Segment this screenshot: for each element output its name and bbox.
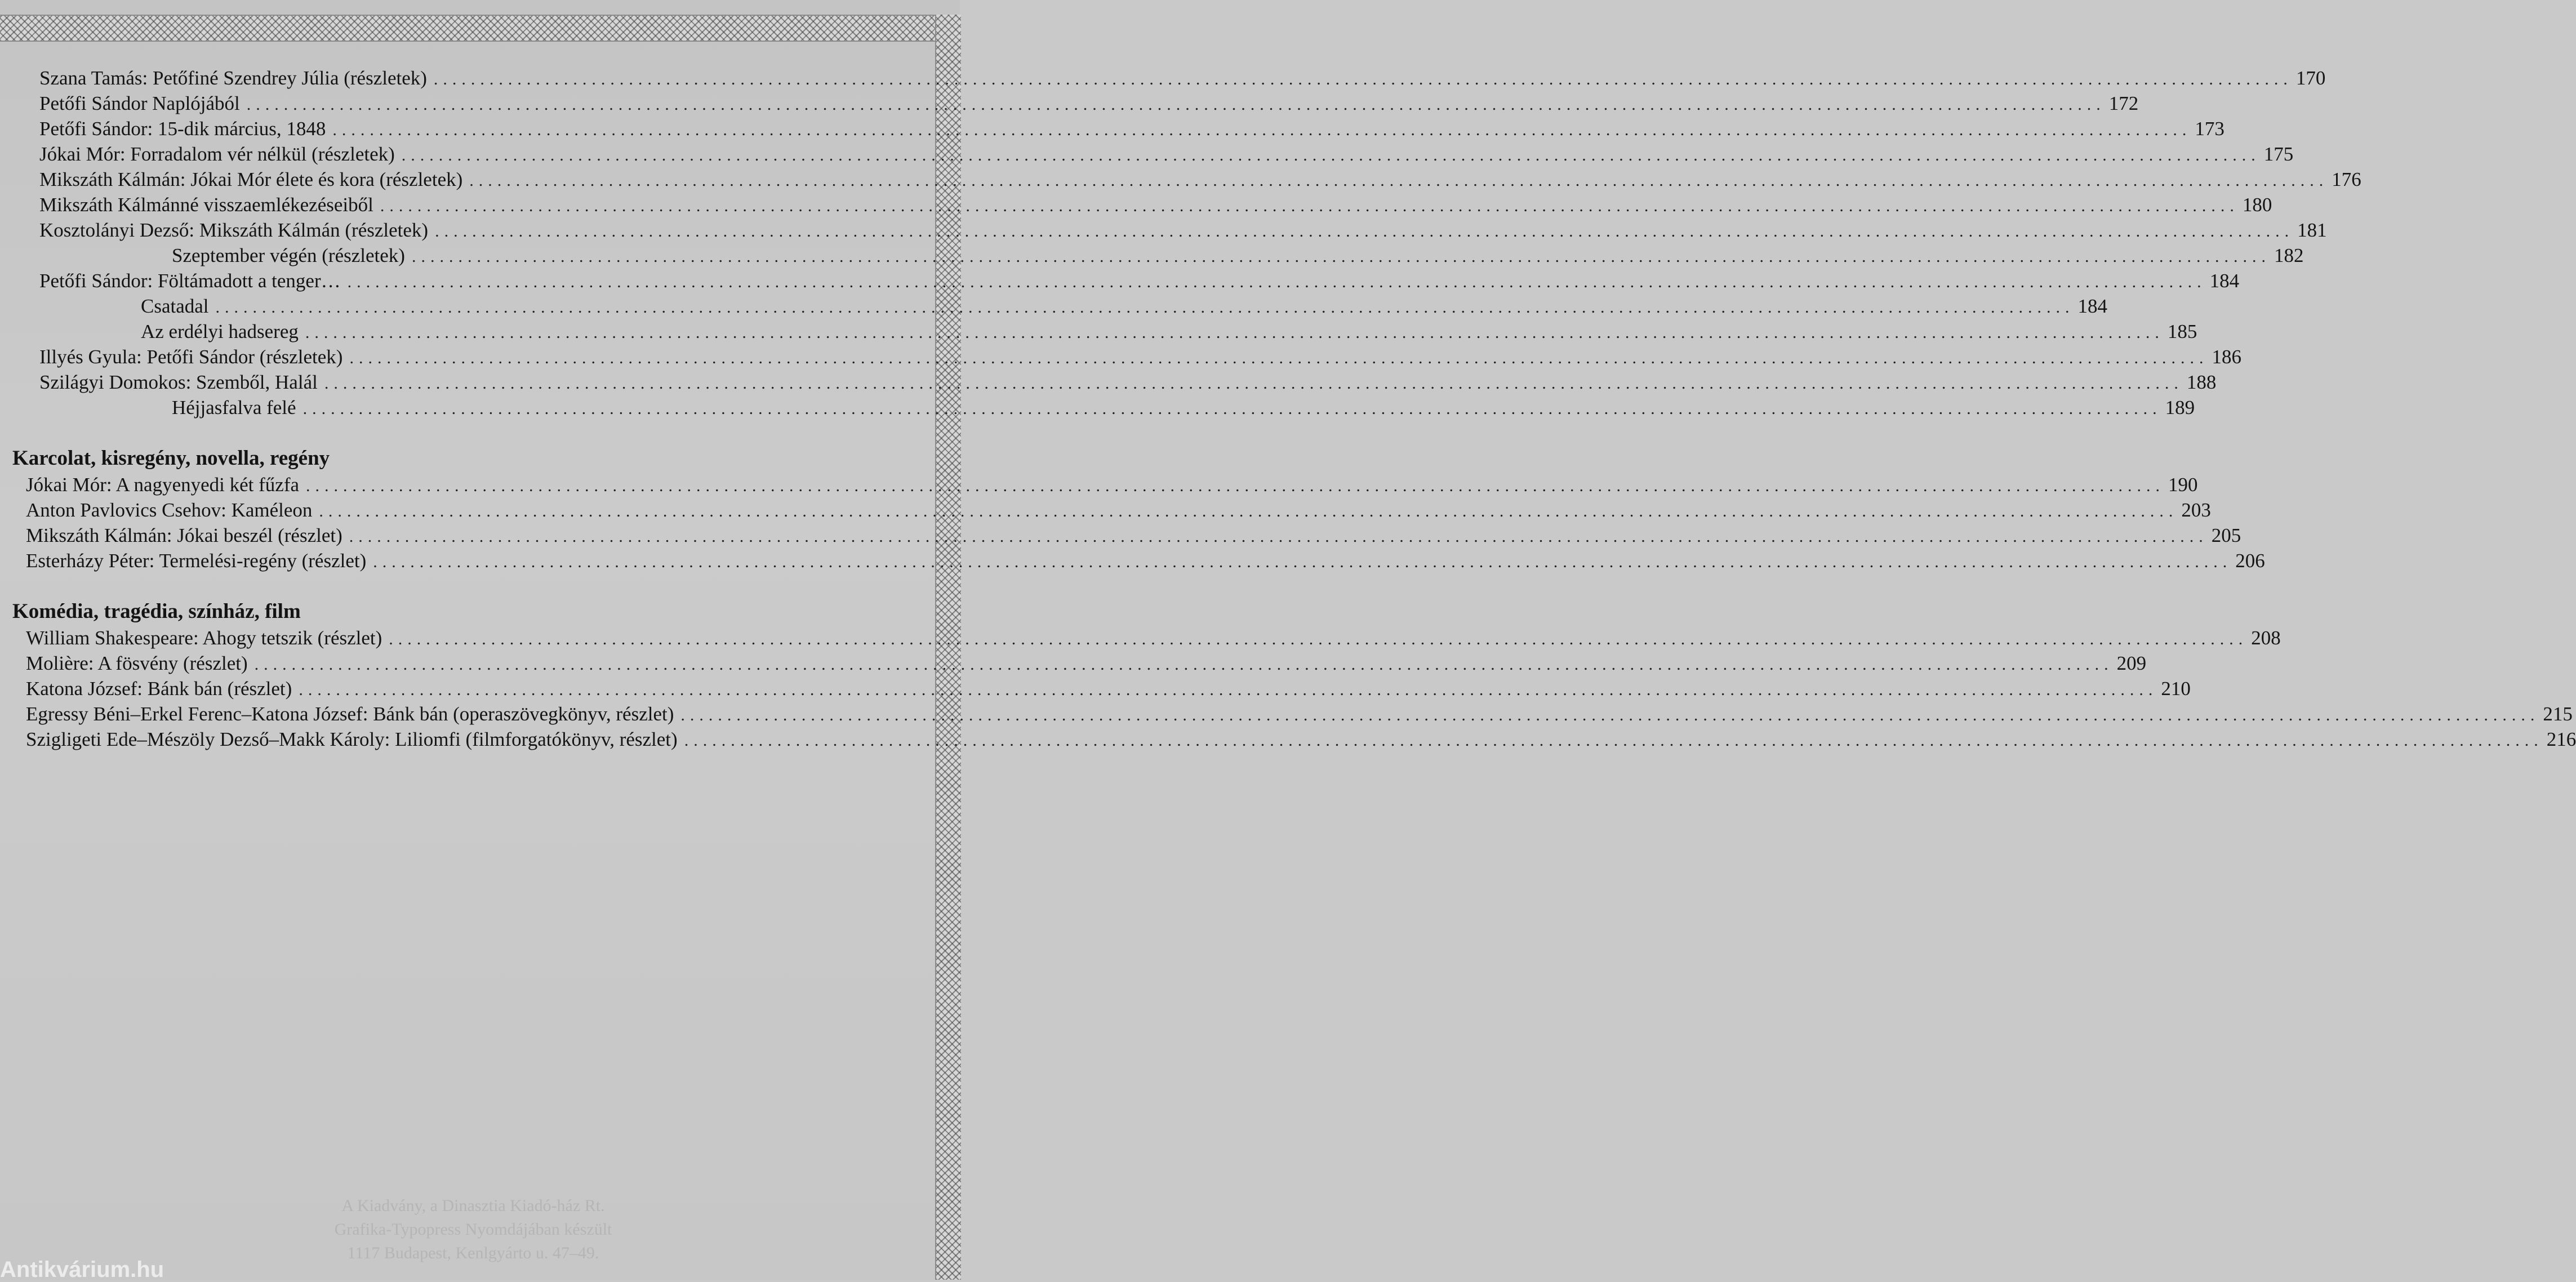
dot-leader: ........................................................................................................................................................................................................ xyxy=(215,298,2075,317)
toc-entry xyxy=(12,293,2108,319)
toc-entry xyxy=(12,727,2576,752)
colophon-line: 1117 Budapest, Kenlgyárto u. 47–49. xyxy=(347,1244,599,1262)
toc-entry-page: 170 xyxy=(2295,67,2326,89)
toc-entry xyxy=(12,344,2241,370)
toc-entry-title: Szeptember végén (részletek) xyxy=(172,244,405,266)
toc-entry-title: Csatadal xyxy=(141,295,209,317)
toc-entry xyxy=(12,91,2139,116)
toc-entry-title: Szilágyi Domokos: Szemből, Halál xyxy=(39,371,318,393)
toc-entry xyxy=(12,651,2147,676)
dot-leader: ........................................................................................................................................................................................................ xyxy=(349,349,2209,367)
dot-leader: ........................................................................................................................................................................................................ xyxy=(254,655,2114,674)
toc-entry-page: 172 xyxy=(2108,92,2139,114)
dot-leader: ........................................................................................................................................................................................................ xyxy=(324,374,2183,393)
dot-leader: ........................................................................................................................................................................................................ xyxy=(302,399,2162,418)
ornamental-border-top xyxy=(0,15,960,42)
colophon-line: A Kiadvány, a Dinasztia Kiadó-ház Rt. xyxy=(341,1196,605,1215)
dot-leader: ........................................................................................................................................................................................................ xyxy=(380,197,2239,215)
dot-leader: ........................................................................................................................................................................................................ xyxy=(389,630,2248,648)
toc-entry xyxy=(12,116,2224,141)
table-of-contents xyxy=(12,65,2576,752)
toc-entry-title: Jókai Mór: Forradalom vér nélkül (részletek) xyxy=(39,143,395,165)
toc-entry-title: Egressy Béni–Erkel Ferenc–Katona József: Bánk bán (operaszövegkönyv, részlet) xyxy=(26,703,674,725)
toc-list-prose xyxy=(12,472,2265,573)
toc-entry-page: 176 xyxy=(2332,168,2361,190)
toc-entry xyxy=(12,268,2240,293)
toc-entry-title: Petőfi Sándor: 15-dik március, 1848 xyxy=(39,118,326,140)
colophon xyxy=(282,1194,665,1265)
toc-entry-page: 175 xyxy=(2263,143,2294,165)
toc-entry-title: Szana Tamás: Petőfiné Szendrey Júlia (részletek) xyxy=(39,67,427,89)
dot-leader: ........................................................................................................................................................................................................ xyxy=(433,70,2293,88)
toc-entry-title: Petőfi Sándor: Föltámadott a tenger… xyxy=(39,270,341,292)
toc-entry xyxy=(12,676,2191,701)
watermark: Antikvárium.hu xyxy=(0,1257,164,1282)
toc-entry-page: 206 xyxy=(2235,550,2265,572)
toc-entry xyxy=(12,370,2217,395)
toc-entry-title: Anton Pavlovics Csehov: Kaméleon xyxy=(26,499,313,521)
dot-leader: ........................................................................................................................................................................................................ xyxy=(684,731,2543,750)
toc-entry-page: 186 xyxy=(2212,346,2241,368)
toc-entry-title: Mikszáth Kálmán: Jókai Mór élete és kora (részletek) xyxy=(39,168,463,190)
toc-entry-page: 188 xyxy=(2186,371,2217,393)
dot-leader: ........................................................................................................................................................................................................ xyxy=(319,502,2178,520)
toc-entry xyxy=(12,548,2265,573)
toc-entry-title: Szigligeti Ede–Mészöly Dezső–Makk Károly: Liliomfi (filmforgatókönyv, részlet) xyxy=(26,728,678,750)
toc-entry-page: 184 xyxy=(2077,295,2108,317)
dot-leader: ........................................................................................................................................................................................................ xyxy=(305,323,2164,342)
toc-entry-page: 208 xyxy=(2251,627,2281,649)
toc-entry-title: Molière: A fösvény (részlet) xyxy=(26,652,248,674)
toc-entry-page: 205 xyxy=(2211,524,2241,546)
toc-list-poetry xyxy=(12,65,2361,420)
section-heading-prose: Karcolat, kisregény, novella, regény xyxy=(12,447,330,470)
section-heading-drama: Komédia, tragédia, színház, film xyxy=(12,600,301,623)
toc-list-drama xyxy=(12,625,2576,752)
toc-entry xyxy=(12,395,2195,420)
dot-leader: ........................................................................................................................................................................................................ xyxy=(435,222,2294,241)
toc-entry-page: 185 xyxy=(2167,320,2197,342)
toc-entry xyxy=(12,217,2327,243)
toc-entry-title: Esterházy Péter: Termelési-regény (részlet) xyxy=(26,550,367,572)
toc-entry-page: 190 xyxy=(2168,474,2198,496)
dot-leader: ........................................................................................................................................................................................................ xyxy=(680,706,2540,724)
toc-entry-page: 210 xyxy=(2161,678,2191,700)
toc-entry xyxy=(12,472,2198,497)
toc-entry xyxy=(12,625,2281,651)
dot-leader: ........................................................................................................................................................................................................ xyxy=(373,553,2232,571)
toc-entry-page: 203 xyxy=(2181,499,2211,521)
toc-entry-title: Illyés Gyula: Petőfi Sándor (részletek) xyxy=(39,346,343,368)
toc-entry-page: 189 xyxy=(2165,397,2195,419)
toc-entry-title: Az erdélyi hadsereg xyxy=(141,320,299,342)
toc-entry-page: 173 xyxy=(2195,118,2224,140)
toc-entry-page: 180 xyxy=(2242,194,2272,216)
dot-leader: ........................................................................................................................................................................................................ xyxy=(299,680,2158,699)
toc-entry-title: Jókai Mór: A nagyenyedi két fűzfa xyxy=(26,474,300,496)
toc-entry-title: Mikszáth Kálmánné visszaemlékezéseiből xyxy=(39,194,373,216)
dot-leader: ........................................................................................................................................................................................................ xyxy=(306,477,2165,495)
dot-leader: ........................................................................................................................................................................................................ xyxy=(401,146,2261,164)
toc-entry-title: Petőfi Sándor Naplójából xyxy=(39,92,240,114)
colophon-line: Grafika-Typopress Nyomdájában készült xyxy=(334,1220,612,1239)
toc-entry-title: Katona József: Bánk bán (részlet) xyxy=(26,678,292,700)
toc-entry-title: Mikszáth Kálmán: Jókai beszél (részlet) xyxy=(26,524,342,546)
toc-entry-title: Héjjasfalva felé xyxy=(172,397,296,419)
dot-leader: ........................................................................................................................................................................................................ xyxy=(332,121,2192,139)
toc-entry xyxy=(12,243,2304,268)
toc-entry xyxy=(12,701,2573,727)
toc-entry-page: 182 xyxy=(2274,244,2304,266)
toc-entry-page: 181 xyxy=(2297,219,2327,241)
toc-entry xyxy=(12,65,2326,91)
dot-leader: ........................................................................................................................................................................................................ xyxy=(349,527,2208,546)
toc-entry-page: 216 xyxy=(2546,728,2576,750)
dot-leader: ........................................................................................................................................................................................................ xyxy=(469,171,2329,190)
toc-entry xyxy=(12,319,2197,344)
toc-entry xyxy=(12,141,2294,167)
dot-leader: ........................................................................................................................................................................................................ xyxy=(246,95,2106,114)
toc-entry-page: 215 xyxy=(2543,703,2573,725)
toc-entry xyxy=(12,523,2241,548)
toc-entry xyxy=(12,497,2211,523)
toc-entry-title: Kosztolányi Dezső: Mikszáth Kálmán (részletek) xyxy=(39,219,429,241)
toc-entry xyxy=(12,192,2272,217)
toc-entry-page: 184 xyxy=(2209,270,2240,292)
dot-leader: ........................................................................................................................................................................................................ xyxy=(411,247,2271,266)
toc-entry xyxy=(12,167,2361,192)
dot-leader: ........................................................................................................................................................................................................ xyxy=(347,273,2206,291)
toc-entry-page: 209 xyxy=(2116,652,2147,674)
toc-entry-title: William Shakespeare: Ahogy tetszik (részlet) xyxy=(26,627,382,649)
